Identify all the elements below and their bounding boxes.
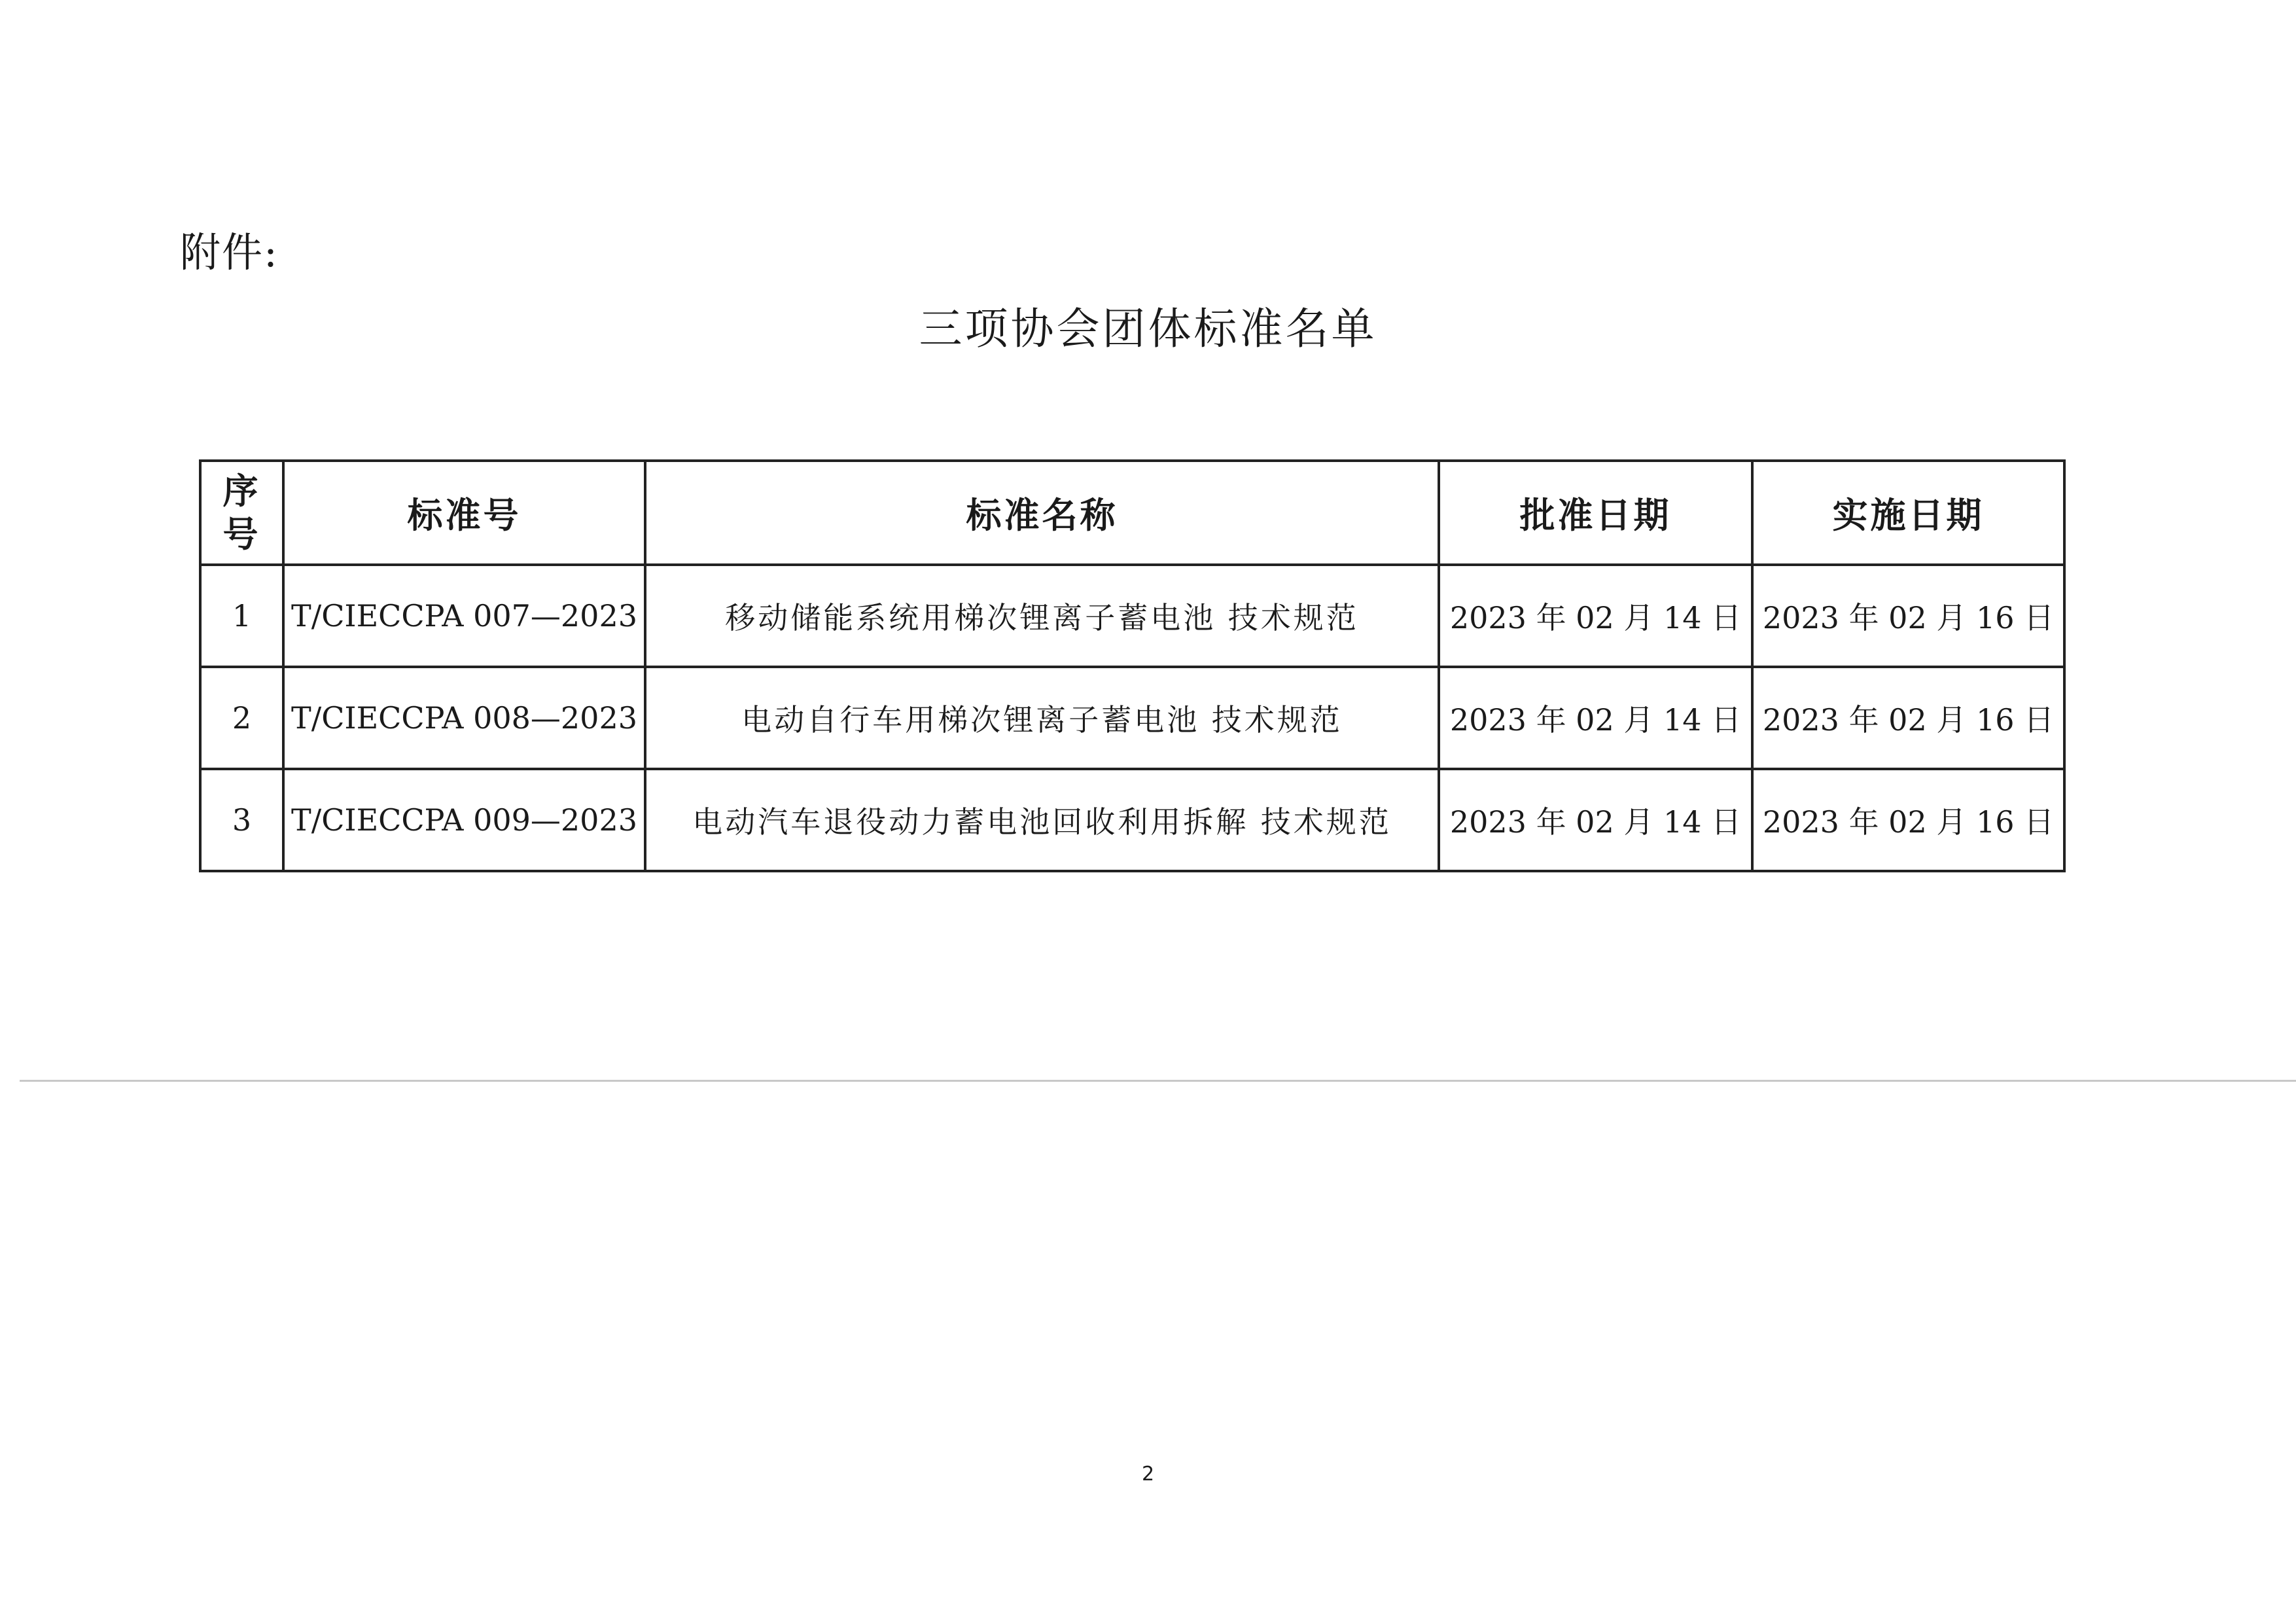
row-code: T/CIECCPA 009—2023 [283, 769, 645, 871]
row-implementation-date: 2023 年 02 月 16 日 [1752, 565, 2064, 667]
row-name: 电动汽车退役动力蓄电池回收利用拆解 技术规范 [645, 769, 1439, 871]
row-implementation-date: 2023 年 02 月 16 日 [1752, 769, 2064, 871]
row-seq: 3 [200, 769, 283, 871]
row-approval-date: 2023 年 02 月 14 日 [1439, 565, 1752, 667]
row-code: T/CIECCPA 008—2023 [283, 667, 645, 769]
standards-table [199, 459, 2066, 872]
document-title: 三项协会团体标准名单 [919, 304, 1377, 354]
page-number: 2 [1141, 1463, 1155, 1486]
row-name: 移动储能系统用梯次锂离子蓄电池 技术规范 [645, 565, 1439, 667]
table-header-row [200, 461, 2064, 565]
header-name: 标准名称 [645, 461, 1439, 565]
row-implementation-date: 2023 年 02 月 16 日 [1752, 667, 2064, 769]
header-seq-bottom: 号 [222, 513, 261, 555]
row-seq: 2 [200, 667, 283, 769]
row-code: T/CIECCPA 007—2023 [283, 565, 645, 667]
row-approval-date: 2023 年 02 月 14 日 [1439, 769, 1752, 871]
header-approval-date: 批准日期 [1439, 461, 1752, 565]
row-seq: 1 [200, 565, 283, 667]
row-approval-date: 2023 年 02 月 14 日 [1439, 667, 1752, 769]
table-row [200, 667, 2064, 769]
header-implementation-date: 实施日期 [1752, 461, 2064, 565]
table-row [200, 565, 2064, 667]
header-code: 标准号 [283, 461, 645, 565]
header-seq-top: 序 [222, 470, 261, 512]
row-name: 电动自行车用梯次锂离子蓄电池 技术规范 [645, 667, 1439, 769]
scan-divider-line [20, 1080, 2296, 1082]
table-row [200, 769, 2064, 871]
header-seq [200, 461, 283, 565]
attachment-label: 附件: [180, 228, 279, 276]
